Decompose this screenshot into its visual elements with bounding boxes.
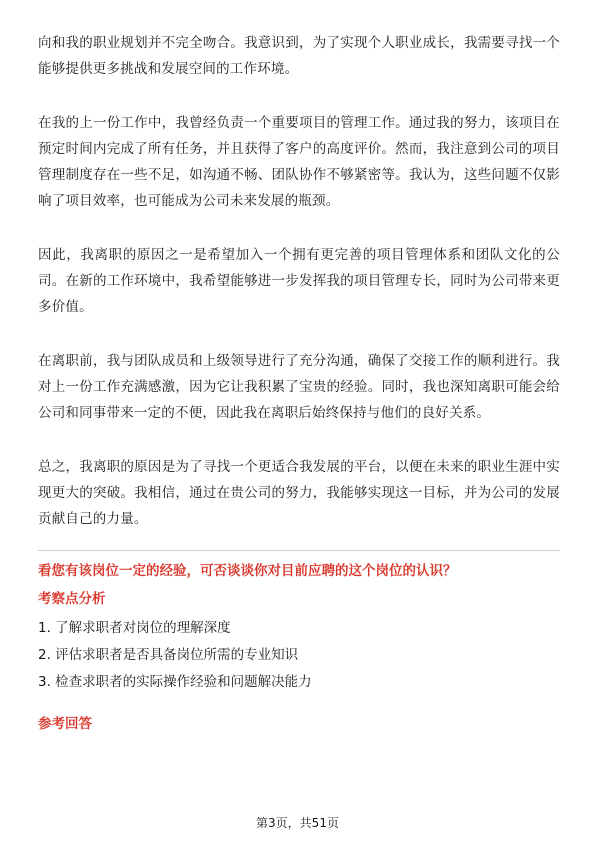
section-divider [38,550,560,551]
page-number: 第3页，共51页 [256,816,339,830]
body-paragraph-1: 向和我的职业规划并不完全吻合。我意识到，为了实现个人职业成长，我需要寻找一个能够提供更多挑战和发展空间的工作环境。 [38,35,560,77]
analysis-title: 考察点分析 [38,591,106,607]
analysis-point-1: 1. 了解求职者对岗位的理解深度 [38,620,231,636]
analysis-point-3: 3. 检查求职者的实际操作经验和问题解决能力 [38,674,312,690]
body-paragraph-4: 在离职前，我与团队成员和上级领导进行了充分沟通，确保了交接工作的顺利进行。我对上一份工作充满感激，因为它让我积累了宝贵的经验。同时，我也深知离职可能会给公司和同事带来一定的不便，因此我在离职后始终保持与他们的良好关系。 [38,353,560,421]
page-content [38,30,560,740]
interview-question: 看您有该岗位一定的经验，可否谈谈你对目前应聘的这个岗位的认识？ [38,563,457,579]
body-paragraph-5: 总之，我离职的原因是为了寻找一个更适合我发展的平台，以便在未来的职业生涯中实现更大的突破。我相信，通过在贵公司的努力，我能够实现这一目标，并为公司的发展贡献自己的力量。 [38,459,560,527]
body-paragraph-3: 因此，我离职的原因之一是希望加入一个拥有更完善的项目管理体系和团队文化的公司。在新的工作环境中，我希望能够进一步发挥我的项目管理专长，同时为公司带来更多价值。 [38,247,560,315]
body-paragraph-2: 在我的上一份工作中，我曾经负责一个重要项目的管理工作。通过我的努力，该项目在预定时间内完成了所有任务，并且获得了客户的高度评价。然而，我注意到公司的项目管理制度存在一些不足，如沟通不畅、团队协作不够紧密等。我认为，这些问题不仅影响了项目效率，也可能成为公司未来发展的瓶颈。 [38,115,560,209]
analysis-points [38,615,560,696]
analysis-point-2: 2. 评估求职者是否具备岗位所需的专业知识 [38,647,299,663]
reference-answer-title: 参考回答 [38,716,92,732]
